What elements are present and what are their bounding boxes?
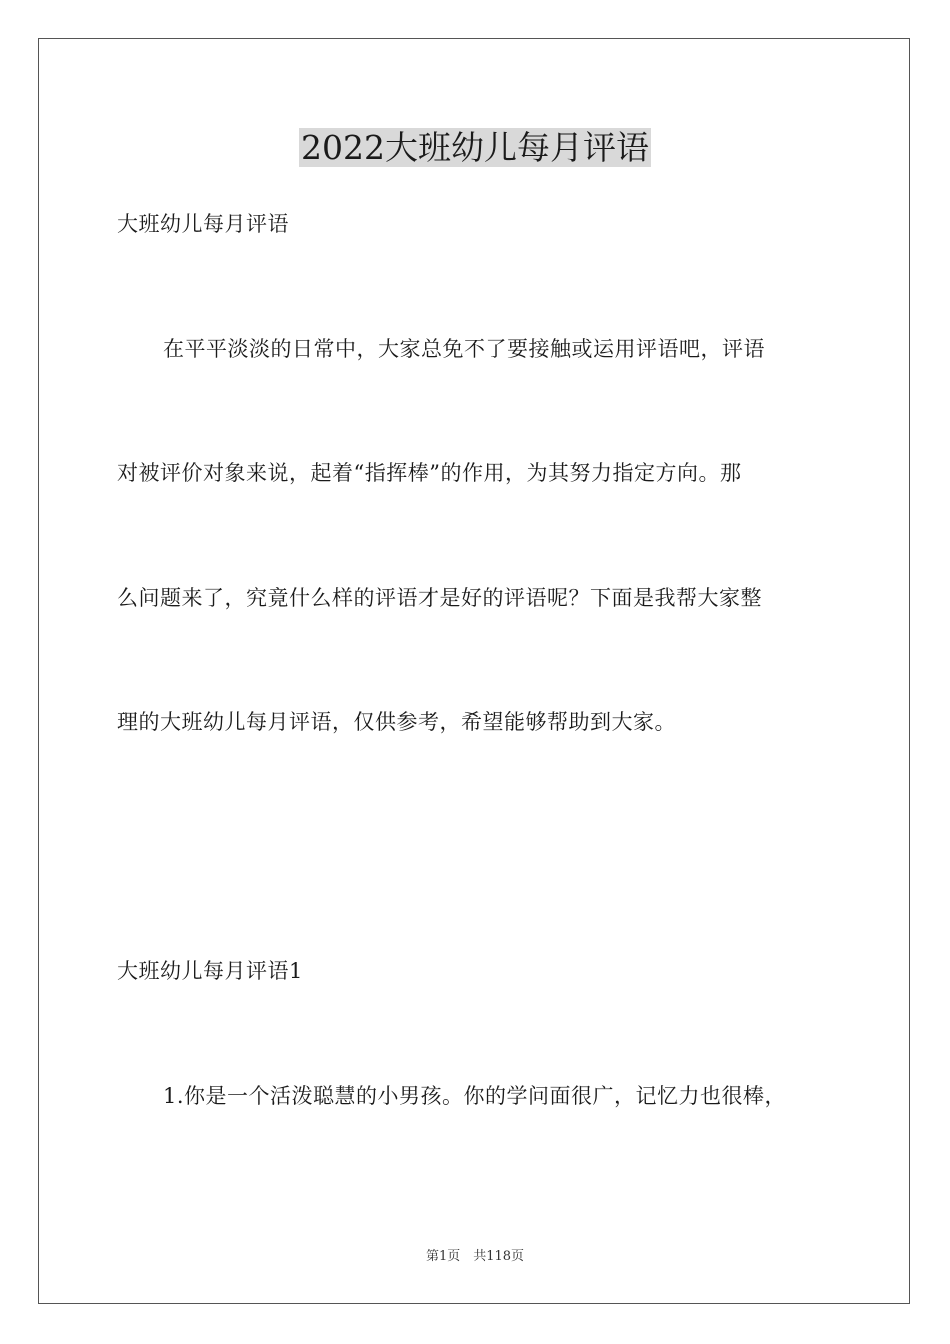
page-footer: 第1页 共118页: [425, 1249, 525, 1264]
item-1-line: 1.你是一个活泼聪慧的小男孩。你的学问面很广，记忆力也很棒，: [163, 1084, 787, 1108]
document-subtitle: 大班幼儿每月评语: [117, 212, 289, 236]
document-title: [0, 126, 950, 170]
intro-line-3: 么问题来了，究竟什么样的评语才是好的评语呢？下面是我帮大家整: [117, 586, 762, 610]
intro-line-4: 理的大班幼儿每月评语，仅供参考，希望能够帮助到大家。: [117, 710, 676, 734]
section-heading: 大班幼儿每月评语1: [117, 959, 303, 983]
document-title-text: 2022大班幼儿每月评语: [301, 128, 649, 167]
intro-line-2: 对被评价对象来说，起着“指挥棒”的作用，为其努力指定方向。那: [117, 461, 742, 485]
intro-line-1: 在平平淡淡的日常中，大家总免不了要接触或运用评语吧，评语: [163, 337, 765, 361]
